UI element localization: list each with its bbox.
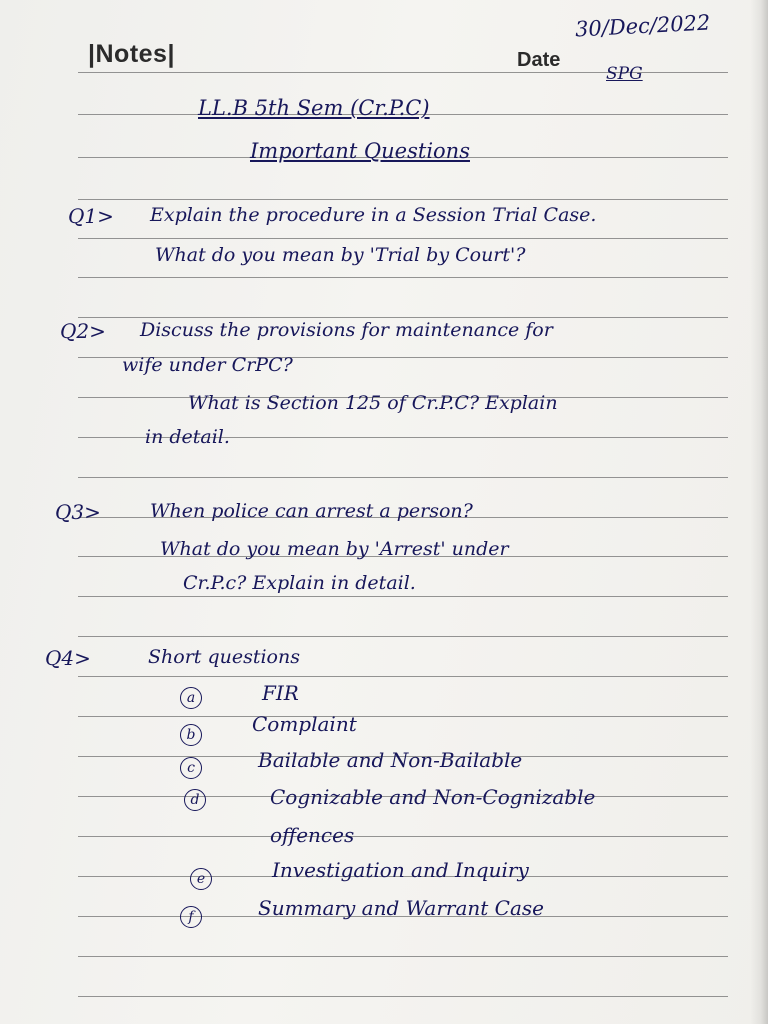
question-line: wife under CrPC?: [122, 354, 293, 376]
ruled-line: [78, 596, 728, 597]
ruled-line: [78, 956, 728, 957]
option-text: Bailable and Non-Bailable: [258, 748, 523, 772]
question-line: When police can arrest a person?: [150, 500, 473, 522]
option-marker: c: [180, 757, 202, 779]
option-text: offences: [270, 823, 355, 847]
ruled-line: [78, 716, 728, 717]
question-number: Q2>: [60, 319, 106, 343]
question-line: Discuss the provisions for maintenance for: [140, 319, 553, 341]
option-text: Investigation and Inquiry: [272, 858, 529, 882]
question-number: Q4>: [45, 646, 91, 670]
page-subtitle: Important Questions: [250, 139, 470, 163]
question-line: Explain the procedure in a Session Trial Case.: [150, 204, 597, 226]
signature: SPG: [606, 64, 643, 84]
question-number: Q1>: [68, 204, 114, 228]
ruled-line: [78, 676, 728, 677]
ruled-line: [78, 477, 728, 478]
option-marker: b: [180, 724, 202, 746]
ruled-line: [78, 277, 728, 278]
option-marker: d: [184, 789, 206, 811]
option-marker: a: [180, 687, 202, 709]
date-label: Date: [517, 49, 561, 71]
option-text: Cognizable and Non-Cognizable: [270, 785, 596, 809]
ruled-line: [78, 317, 728, 318]
ruled-line: [78, 238, 728, 239]
question-line: in detail.: [145, 426, 230, 448]
question-number: Q3>: [55, 500, 101, 524]
page-title: LL.B 5th Sem (Cr.P.C): [198, 96, 430, 120]
option-text: Summary and Warrant Case: [258, 896, 545, 920]
question-line: What is Section 125 of Cr.P.C? Explain: [188, 392, 558, 414]
ruled-line: [78, 996, 728, 997]
option-marker: f: [180, 906, 202, 928]
ruled-line: [78, 636, 728, 637]
question-line: What do you mean by 'Trial by Court'?: [155, 244, 526, 266]
question-line: Cr.P.c? Explain in detail.: [183, 572, 416, 594]
ruled-line: [78, 199, 728, 200]
option-text: Complaint: [252, 712, 357, 736]
ruled-line: [78, 836, 728, 837]
notes-label: |Notes|: [88, 40, 175, 68]
option-marker: e: [190, 868, 212, 890]
date-value: 30/Dec/2022: [574, 10, 711, 42]
option-text: FIR: [262, 681, 299, 705]
question-heading: Short questions: [148, 646, 300, 668]
page-binding-shadow: [750, 0, 768, 1024]
question-line: What do you mean by 'Arrest' under: [160, 538, 509, 560]
